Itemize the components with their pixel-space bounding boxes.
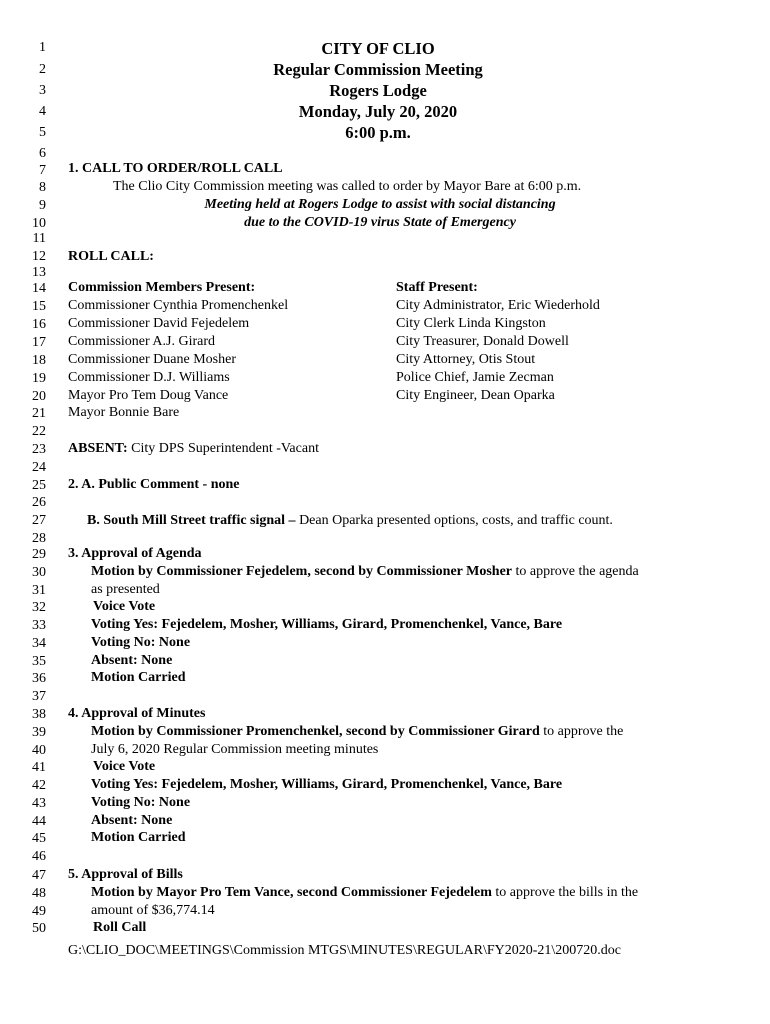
- line-number: 18: [32, 353, 46, 368]
- line-number: 31: [32, 583, 46, 598]
- public-comment-item: 2. A. Public Comment - none: [68, 477, 240, 492]
- minutes-voting-yes: Voting Yes: Fejedelem, Mosher, Williams, Girard, Promenchenkel, Vance, Bare: [91, 777, 563, 792]
- line-number: 8: [39, 180, 46, 195]
- traffic-signal-label: B. South Mill Street traffic signal –: [87, 513, 300, 528]
- line-number: 36: [32, 671, 46, 686]
- line-number: 49: [32, 904, 46, 919]
- staff-item: City Attorney, Otis Stout: [396, 352, 536, 367]
- line-number: 42: [32, 778, 46, 793]
- line-number: 30: [32, 565, 46, 580]
- member-item: Commissioner Cynthia Promenchenkel: [68, 298, 289, 313]
- bills-motion-movers: Motion by Mayor Pro Tem Vance, second Commissioner Fejedelem: [91, 885, 492, 900]
- minutes-heading: 4. Approval of Minutes: [68, 706, 206, 721]
- minutes-motion: [91, 723, 623, 740]
- bills-motion-purpose: to approve the bills in the: [491, 885, 639, 900]
- meeting-title: Regular Commission Meeting: [273, 60, 483, 79]
- line-number: 21: [32, 406, 46, 421]
- member-item: Mayor Bonnie Bare: [68, 405, 180, 420]
- line-number: 46: [32, 849, 46, 864]
- member-item: Commissioner A.J. Girard: [68, 334, 215, 349]
- line-number: 4: [39, 104, 46, 119]
- line-number: 28: [32, 531, 46, 546]
- bills-heading: 5. Approval of Bills: [68, 867, 183, 882]
- file-path-footer: G:\CLIO_DOC\MEETINGS\Commission MTGS\MINUTES\REGULAR\FY2020-21\200720.doc: [68, 943, 622, 958]
- staff-item: City Engineer, Dean Oparka: [396, 388, 555, 403]
- line-number: 33: [32, 618, 46, 633]
- agenda-heading: 3. Approval of Agenda: [68, 546, 202, 561]
- traffic-signal-item: [87, 512, 613, 529]
- line-number: 29: [32, 547, 46, 562]
- agenda-voting-no: Voting No: None: [91, 635, 191, 650]
- line-number: 32: [32, 600, 46, 615]
- bills-motion-cont: amount of $36,774.14: [91, 903, 215, 918]
- agenda-motion: [91, 563, 639, 580]
- members-heading: Commission Members Present:: [68, 280, 256, 295]
- bills-motion: [91, 884, 638, 901]
- agenda-motion-purpose: to approve the agenda: [512, 564, 639, 579]
- minutes-motion-cont: July 6, 2020 Regular Commission meeting minutes: [91, 742, 379, 757]
- staff-item: City Clerk Linda Kingston: [396, 316, 546, 331]
- line-number: 9: [39, 198, 46, 213]
- member-item: Commissioner D.J. Williams: [68, 370, 230, 385]
- staff-item: Police Chief, Jamie Zecman: [396, 370, 554, 385]
- call-to-order-heading: 1. CALL TO ORDER/ROLL CALL: [68, 161, 283, 176]
- absent-text: City DPS Superintendent -Vacant: [127, 441, 319, 456]
- agenda-result: Motion Carried: [91, 670, 186, 685]
- call-to-order-text: The Clio City Commission meeting was called to order by Mayor Bare at 6:00 p.m.: [113, 179, 582, 194]
- minutes-motion-purpose: to approve the: [539, 724, 624, 739]
- covid-note: due to the COVID-19 virus State of Emergency: [244, 215, 516, 230]
- member-item: Commissioner Duane Mosher: [68, 352, 236, 367]
- line-number: 25: [32, 478, 46, 493]
- meeting-date: Monday, July 20, 2020: [298, 102, 458, 121]
- traffic-signal-text: Dean Oparka presented options, costs, and traffic count.: [299, 513, 613, 528]
- staff-item: City Treasurer, Donald Dowell: [396, 334, 569, 349]
- line-number: 43: [32, 796, 46, 811]
- minutes-result: Motion Carried: [91, 830, 186, 845]
- line-number: 48: [32, 886, 46, 901]
- line-number: 7: [39, 163, 46, 178]
- line-number: 24: [32, 460, 46, 475]
- line-number: 2: [39, 62, 46, 77]
- agenda-motion-cont: as presented: [91, 582, 160, 597]
- line-number: 12: [32, 249, 46, 264]
- line-number: 19: [32, 371, 46, 386]
- line-number: 34: [32, 636, 46, 651]
- line-number: 13: [32, 265, 46, 280]
- minutes-absent: Absent: None: [91, 813, 173, 828]
- line-number: 27: [32, 513, 46, 528]
- line-number: 37: [32, 689, 46, 704]
- line-number: 6: [39, 146, 46, 161]
- line-number: 16: [32, 317, 46, 332]
- meeting-time: 6:00 p.m.: [345, 123, 411, 142]
- line-number: 23: [32, 442, 46, 457]
- line-number: 14: [32, 281, 46, 296]
- line-number: 22: [32, 424, 46, 439]
- bills-vote-type: Roll Call: [93, 920, 147, 935]
- agenda-vote-type: Voice Vote: [93, 599, 156, 614]
- city-title: CITY OF CLIO: [321, 39, 435, 58]
- staff-heading: Staff Present:: [396, 280, 478, 295]
- meeting-location: Rogers Lodge: [329, 81, 427, 100]
- roll-call-heading: ROLL CALL:: [68, 249, 154, 264]
- line-number: 11: [32, 231, 46, 246]
- line-number: 45: [32, 831, 46, 846]
- line-number: 35: [32, 654, 46, 669]
- line-number: 41: [32, 760, 46, 775]
- line-number: 10: [32, 216, 46, 231]
- minutes-vote-type: Voice Vote: [93, 759, 156, 774]
- line-number: 5: [39, 125, 46, 140]
- member-item: Mayor Pro Tem Doug Vance: [68, 388, 229, 403]
- minutes-motion-movers: Motion by Commissioner Promenchenkel, second by Commissioner Girard: [91, 724, 540, 739]
- social-distancing-note: Meeting held at Rogers Lodge to assist with social distancing: [204, 197, 556, 212]
- line-number: 17: [32, 335, 46, 350]
- line-number: 3: [39, 83, 46, 98]
- line-number: 50: [32, 921, 46, 936]
- line-number: 40: [32, 743, 46, 758]
- agenda-absent: Absent: None: [91, 653, 173, 668]
- line-number: 47: [32, 868, 46, 883]
- line-number: 20: [32, 389, 46, 404]
- staff-item: City Administrator, Eric Wiederhold: [396, 298, 600, 313]
- line-number: 15: [32, 299, 46, 314]
- member-item: Commissioner David Fejedelem: [68, 316, 250, 331]
- line-number: 26: [32, 495, 46, 510]
- line-number: 38: [32, 707, 46, 722]
- line-number: 1: [39, 40, 46, 55]
- absent-label: ABSENT:: [68, 441, 128, 456]
- absent-line: [68, 440, 319, 457]
- minutes-voting-no: Voting No: None: [91, 795, 191, 810]
- line-number: 39: [32, 725, 46, 740]
- line-number: 44: [32, 814, 46, 829]
- agenda-motion-movers: Motion by Commissioner Fejedelem, second by Commissioner Mosher: [91, 564, 512, 579]
- agenda-voting-yes: Voting Yes: Fejedelem, Mosher, Williams, Girard, Promenchenkel, Vance, Bare: [91, 617, 563, 632]
